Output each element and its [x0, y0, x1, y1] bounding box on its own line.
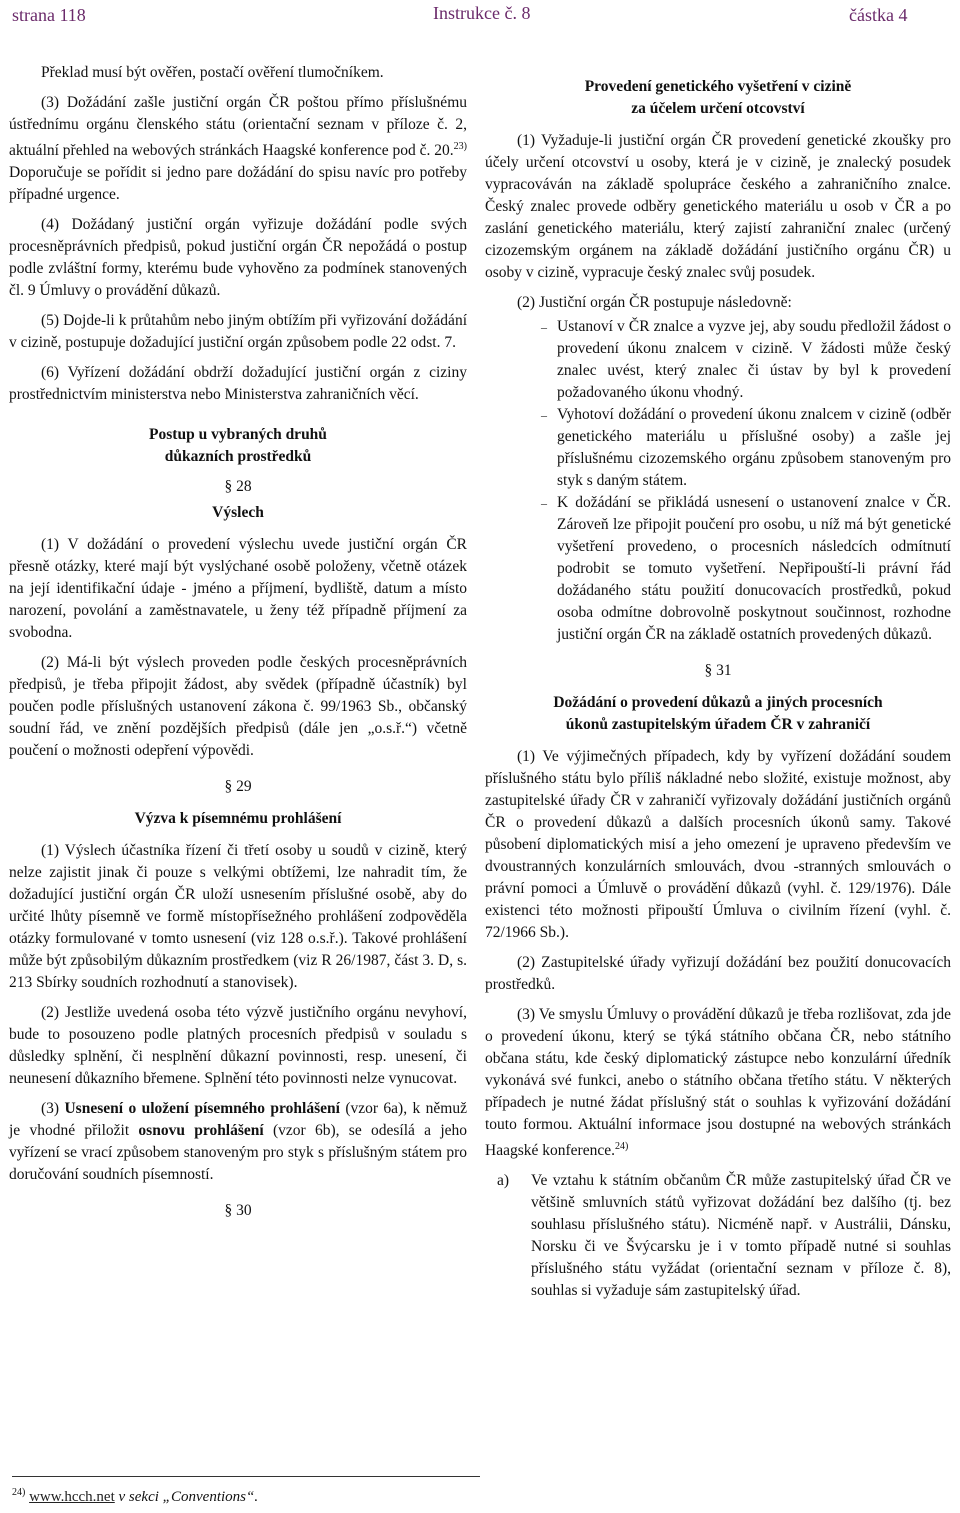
- paragraph: (1) Výslech účastníka řízení či třetí osoby u soudů v cizině, který nelze zajistit jinak či pouze s velkými obtížemi, lze nahradit tím, že dožadující justiční orgán ČR uloží usnesením příslušné osobě, aby do určité lhůty písemně ve formě místopřísežného prohlášení zodpověděla otázky formulované v tomto usnesení (viz 128 o.s.ř.). Takové prohlášení může být způsobilým důkazním prostředkem (viz R 26/1987, část 3. D, s. 213 Sbírky soudních rozhodnutí a stanovisek).: [9, 842, 467, 992]
- paragraph: (1) Vyžaduje-li justiční orgán ČR provedení genetické zkoušky pro účely určení otcovství u osoby, která je v cizině, je znalecký posudek vypracováván na základě spolupráce českého a zahraničního znalce. Český znalec provede odběry genetického materiálu u osob v ČR a po zaslání genetického materiálu, který zajistí zahraniční znalec (určený cizozemským orgánem na základě dožádání justičního orgánu ČR) u osoby v cizině, vypracuje český znalec svůj posudek.: [485, 132, 951, 281]
- section-heading: důkazních prostředků: [164, 448, 312, 466]
- footnote: [12, 1487, 258, 1506]
- section-number: § 29: [224, 778, 252, 796]
- list-item: – K dožádání se přikládá usnesení o ustanovení znalce v ČR. Zároveň lze připojit poučení pro osobu, u níž má být genetické vyšetření provedeno, o procesních následcích odmítnutí podrobit se tomuto vyšetření. Nepřipouští-li právní řád dožádaného státu použití donucovacích prostředků, pokud osoba odmítne dobrovolně poskytnout součinnost, rozhodne justiční orgán ČR na základě ostatních provedených důkazů.: [541, 494, 951, 643]
- section-number: § 28: [224, 478, 252, 496]
- footnote-divider: [12, 1476, 480, 1477]
- paragraph: (3) Usnesení o uložení písemného prohlášení (vzor 6a), k němuž je vhodné přiložit osnovu prohlášení (vzor 6b), se odesílá a jeho vyřízení se vrací způsobem stanoveným pro styk s příslušným státem pro doručování soudních písemností.: [9, 1100, 467, 1184]
- paragraph: (6) Vyřízení dožádání obdrží dožadující justiční orgán z ciziny prostřednictvím ministerstva nebo Ministerstva zahraničních věcí.: [9, 364, 467, 404]
- paragraph: (2) Jestliže uvedená osoba této výzvě justičního orgánu nevyhoví, bude to posouzeno podle platných procesních předpisů v souladu s důsledky splnění, či nesplnění důkazní povinnosti, resp. unesení, či neunesení důkazního břemene. Splnění této povinnosti nelze vynucovat.: [9, 1004, 467, 1088]
- section-heading: za účelem určení otcovství: [631, 100, 805, 117]
- issue-number: částka 4: [849, 5, 908, 25]
- paragraph: (4) Dožádaný justiční orgán vyřizuje dožádání podle svých procesněprávních předpisů, pokud justiční orgán ČR nepožádá o postup podle zvláštní formy, kterému bude vyhověno za podmínek stanovených čl. 9 Úmluvy o provádění důkazů.: [9, 216, 467, 300]
- paragraph: (3) Dožádání zašle justiční orgán ČR poštou přímo příslušnému ústřednímu orgánu členského státu (orientační seznam v příloze č. 2, aktuální přehled na webových stránkách Haagské konference pod č. 20.$^{23)}$ Doporučuje se pořídit si jedno pare dožádání do spisu navíc pro potřeby případné urgence.: [9, 94, 467, 204]
- section-title: Výzva k písemnému prohlášení: [134, 810, 342, 828]
- left-column: [9, 62, 467, 1232]
- page-number: strana 118: [12, 5, 86, 25]
- footnote-text: v sekci „Conventions“.: [114, 1489, 259, 1505]
- footnote-mark: 24): [12, 1487, 26, 1498]
- page-header: [0, 0, 960, 40]
- paragraph: (1) Ve výjimečných případech, kdy by vyřízení dožádání soudem příslušného státu bylo příliš nákladné nebo složité, existuje možnost, aby zastupitelské úřady ČR v zahraničí vyřizovaly dožádání justičních orgánů ČR o provedení důkazů a dalších procesních úkonů samy. Takové působení diplomatických misí a jeho omezení je upraveno především ve dvoustranných konzulárních smlouvách, dvou -stranných smlouvách o právní pomoci a Úmluvě o provádění důkazů (vyhl. č. 129/1976). Dále existenci této možnosti připouští Úmluva o civilním řízení (vyhl. č. 72/1966 Sb.).: [485, 748, 951, 941]
- section-title: Výslech: [212, 504, 264, 522]
- paragraph: (1) V dožádání o provedení výslechu uvede justiční orgán ČR přesně otázky, které mají být vyslýchané osobě položeny, včetně otázek na její identifikační údaje - jméno a příjmení, bydliště, datum a místo narození, povolání a zaměstnavatele, u ženy též případně příjmení za svobodna.: [9, 536, 467, 642]
- paragraph: Překlad musí být ověřen, postačí ověření tlumočníkem.: [41, 64, 384, 81]
- lettered-list: [485, 1170, 951, 1302]
- paragraph: (5) Dojde-li k průtahům nebo jiným obtížím při vyřizování dožádání v cizině, postupuje dožadující justiční orgán způsobem podle 22 odst. 7.: [9, 312, 467, 352]
- dash-list: [485, 316, 951, 646]
- list-item: – Ustanoví v ČR znalce a vyzve jej, aby soudu předložil žádost o provedení úkonu znalcem v cizině. V žádosti může český znalec uvést, který znalec či ústav by byl k provedení požadovaného úkonu vhodný.: [541, 318, 951, 401]
- paragraph: (2) Zastupitelské úřady vyřizují dožádání bez použití donucovacích prostředků.: [485, 954, 951, 993]
- document-title: Instrukce č. 8: [433, 3, 531, 23]
- section-heading: Postup u vybraných druhů: [149, 426, 327, 444]
- section-number: § 31: [704, 662, 732, 679]
- paragraph: (3) Ve smyslu Úmluvy o provádění důkazů je třeba rozlišovat, zda jde o provedení úkonu, který se týká státního občana ČR, nebo státního občana státu, kde český diplomatický zástupce nebo konzulární úředník vykonává své funkci, anebo o státního občana třetího státu. V některých případech je nutné žádat příslušný stát o souhlas k vyřizování dožádání touto formou. Aktuální informace jsou dostupné na webových stránkách Haagské konference.$^{24)}$: [485, 1006, 951, 1160]
- list-item: – Vyhotoví dožádání o provedení úkonu znalcem v cizině (odběr genetického materiálu u příslušné osoby) a zašle jej příslušnému cizozemského orgánu způsobem stanoveným pro styk s daným státem.: [541, 406, 951, 489]
- footnote-ref: 24): [614, 1141, 629, 1152]
- right-column: [485, 76, 951, 1302]
- footnote-ref: 23): [453, 141, 467, 152]
- paragraph: (2) Justiční orgán ČR postupuje následovně:: [517, 294, 792, 311]
- paragraph: (2) Má-li být výslech proveden podle českých procesněprávních předpisů, je třeba připojit žádost, aby svědek (případně účastník) byl poučen podle příslušných ustanovení zákona č. 99/1963 Sb., občanský soudní řád, ve znění pozdějších předpisů (dále jen „o.s.ř.“) včetně poučení o možnosti odepření výpovědi.: [9, 654, 467, 760]
- section-heading: úkonů zastupitelským úřadem ČR v zahraničí: [565, 716, 871, 733]
- list-item: a) Ve vztahu k státním občanům ČR může zastupitelský úřad ČR ve většině smluvních států vyřizovat dožádání bez dalšího (tj. bez souhlasu příslušného státu). Nicméně např. v Austrálii, Dánsku, Norsku či ve Švýcarsku je i v tomto případě nutné si souhlas příslušného státu vyžádat (orientační seznam v příloze č. 8), souhlas si vyžaduje sám zastupitelský úřad.: [497, 1172, 951, 1300]
- footnote-link[interactable]: www.hcch.net: [29, 1489, 115, 1505]
- section-heading: Provedení genetického vyšetření v cizině: [584, 78, 852, 95]
- section-number: § 30: [224, 1202, 252, 1220]
- section-heading: Dožádání o provedení důkazů a jiných procesních: [553, 694, 883, 711]
